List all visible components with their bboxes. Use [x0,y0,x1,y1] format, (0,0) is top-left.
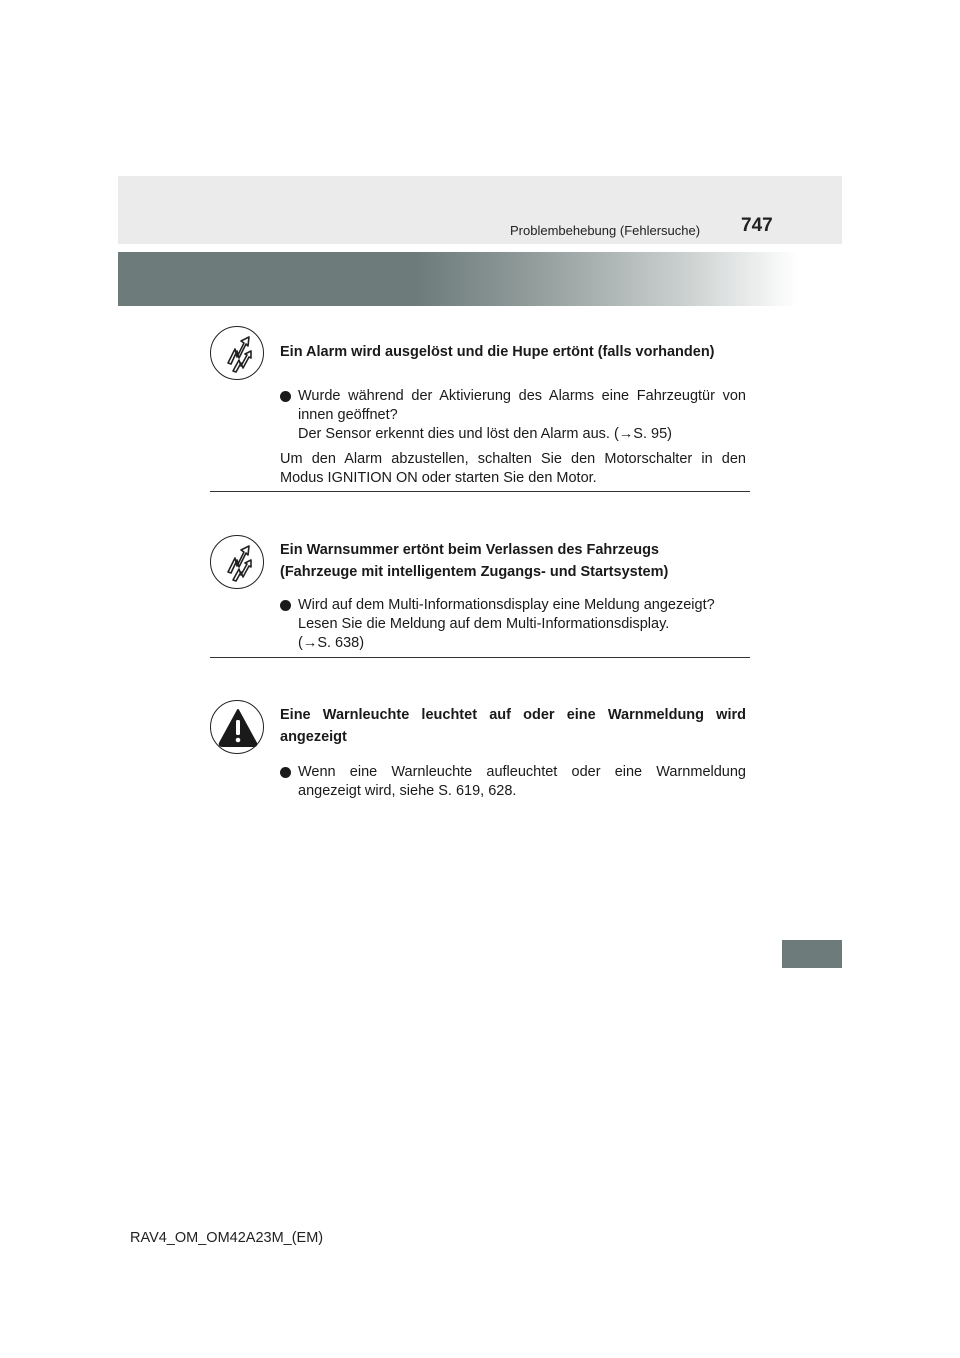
section-alarm [210,325,750,495]
footer-doc-code: RAV4_OM_OM42A23M_(EM) [130,1230,324,1246]
bullet-line: Wurde während der Aktivierung des Alarms eine Fahrzeugtür von innen geöffnet? [298,388,746,423]
bullet-line: (→S. 638) [298,635,365,651]
section-title-line: Ein Warnsummer ertönt beim Verlassen des Fahrzeugs [280,542,659,558]
section-divider [210,657,750,658]
section-title: Eine Warnleuchte leuchtet auf oder eine Warnmeldung wird angezeigt [280,707,746,745]
header-section-title: Problembehebung (Fehlersuche) [510,223,701,238]
bullet-line: Der Sensor erkennt dies und löst den Alarm aus. (→S. 95) [298,426,672,442]
section-warning-buzzer [210,535,750,655]
bullet-item [280,596,746,653]
warning-triangle-icon [210,700,264,754]
bullet-item [280,763,746,801]
bullet-item [280,387,746,444]
lightning-icon [210,535,264,589]
bullet-text: Wenn eine Warnleuchte aufleuchtet oder eine Warnmeldung angezeigt wird, siehe S. 619, 628. [298,764,746,799]
bullet-dot [280,767,291,778]
chapter-side-tab [782,940,842,968]
section-title: Ein Alarm wird ausgelöst und die Hupe ertönt (falls vorhanden) [280,344,715,360]
section-divider [210,491,750,492]
section-title [280,539,746,583]
section-warning-light [210,700,750,810]
chapter-gradient-bar [118,252,798,306]
section-title-line: (Fahrzeuge mit intelligentem Zugangs- und Startsystem) [280,564,669,580]
paragraph: Um den Alarm abzustellen, schalten Sie den Motorschalter in den Modus IGNITION ON oder starten Sie den Motor. [280,451,746,486]
bullet-dot [280,600,291,611]
bullet-line: Wird auf dem Multi-Informationsdisplay eine Meldung angezeigt? [298,597,715,613]
header-band [118,176,842,244]
bullet-line: Lesen Sie die Meldung auf dem Multi-Informationsdisplay. [298,616,670,632]
lightning-icon [210,326,264,380]
bullet-dot [280,391,291,402]
page-number: 747 [741,215,773,236]
